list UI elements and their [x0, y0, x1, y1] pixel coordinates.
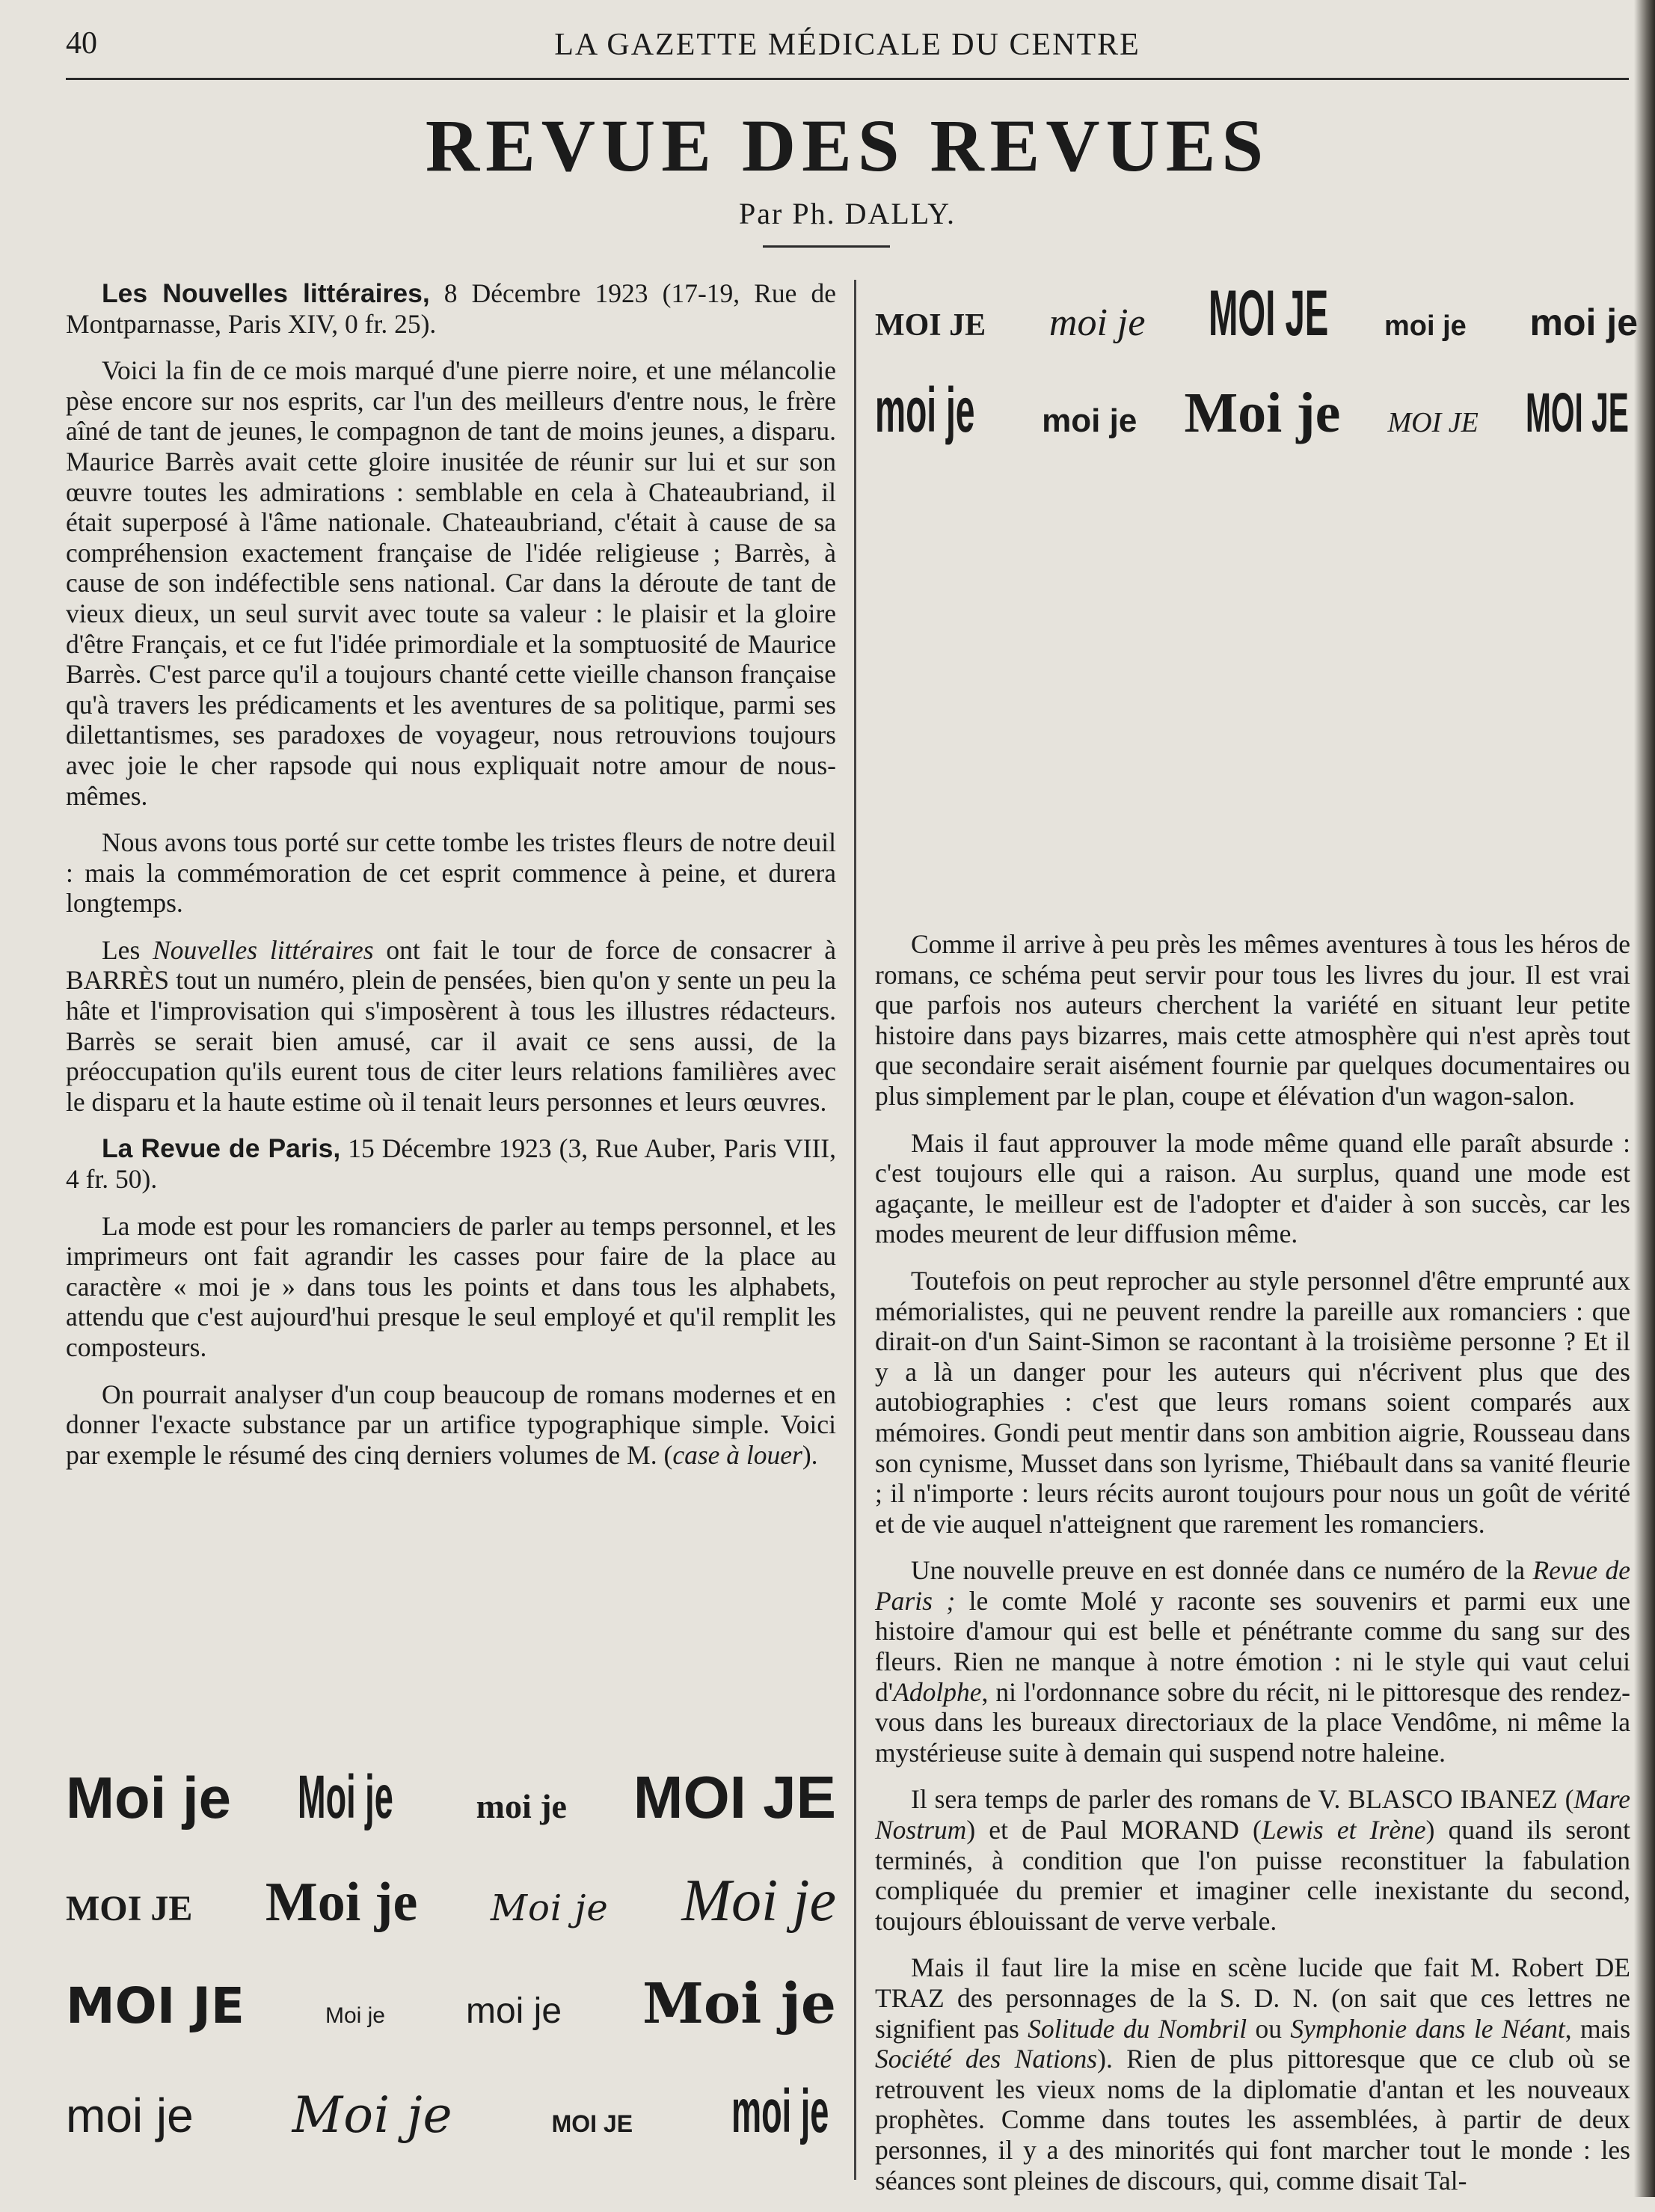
text-run: , ni l'ordonnance sobre du récit, ni le pittoresque des rendez-vous dans les bureaux directoriaux de la place Vendôme, ni même la mystérieuse suite à demain qui suspend notre haleine. [875, 1676, 1630, 1768]
article-title: REVUE DES REVUES [425, 104, 1270, 187]
typo-word: MOI JE [1387, 407, 1479, 438]
typo-word: Moi je [66, 1765, 232, 1830]
paragraph: Mais il faut approuver la mode même quand elle paraît absurde : c'est toujours elle qui a raison. Au surplus, quand une mode est agaçante, le meilleur est de l'adopter et d'aider à son succès, car les modes meurent de leur diffusion même. [875, 1127, 1630, 1249]
typo-word: MOI JE [1209, 278, 1329, 349]
paragraph [66, 935, 836, 1118]
typo-word: moi je [66, 2089, 194, 2142]
text-run: ). [802, 1439, 818, 1470]
typo-word: MOI JE [1525, 382, 1629, 444]
review-heading-revue-de-paris [66, 1133, 836, 1194]
review-details: 8 Décembre 1923 (17-19, Rue de Montparnasse, Paris XIV, 0 fr. 25). [66, 278, 836, 339]
text-run: ont fait le tour de force de consacrer à BARRÈS tout un numéro, plein de pensées, bien qu'on y sente un peu la hâte et l'improvisation qui s'imposèrent à tous les illustres rédacteurs. Barrès se serait bien amusé, car il avait ce sens aussi, de la préoccupation qu'ils eurent tous de citer leurs relations familières avec le disparu et la haute estime où il tenait leurs personnes et leurs œuvres. [66, 934, 837, 1117]
header-rule [66, 78, 1629, 80]
typo-word: MOI JE [66, 1977, 245, 2035]
typo-row [66, 1762, 836, 1860]
typo-word: moi je [875, 375, 975, 445]
text-run: Les [102, 934, 153, 965]
italic-text: Symphonie dans le Néant [1290, 2013, 1565, 2044]
text-run: Une nouvelle preuve en est donnée dans ce numéro de la [911, 1555, 1533, 1586]
typo-word: MOI JE [633, 1764, 836, 1830]
paragraph [875, 1952, 1630, 2196]
paragraph: La mode est pour les romanciers de parler au temps personnel, et les imprimeurs ont fait agrandir les casses pour faire de la place au caractère « moi je » dans tous les points et dans tous les alphabets, attendu que c'est aujourd'hui presque le seul employé et qu'il remplit les composteurs. [66, 1210, 836, 1362]
left-column [66, 278, 836, 1486]
typo-word: Moi je [642, 1972, 836, 2036]
italic-title: Adolphe [893, 1676, 982, 1707]
article-byline: Par Ph. DALLY. [739, 197, 956, 230]
text-run: Il sera temps de parler des romans de V. BLASCO IBANEZ ( [911, 1784, 1574, 1815]
typographic-sample-right-row-2 [875, 374, 1638, 471]
italic-title: Revue de Paris ; [875, 1555, 1630, 1616]
typographic-sample-right-row-1 [875, 277, 1638, 374]
text-run: le comte Molé y raconte ses souvenirs et parmi eux une histoire d'amour qui est belle et pénétrante comme du sang sur des fleurs. Rien ne manque à notre émotion : ni le style qui vaut celui d' [875, 1585, 1630, 1707]
paragraph: Voici la fin de ce mois marqué d'une pierre noire, et une mélancolie pèse encore sur nos esprits, car l'un des meilleurs d'entre nous, le frère aîné de tant de jeunes, le compagnon de tant de moins jeunes, a disparu. Maurice Barrès avait cette gloire inusitée de réunir sur lui et sur son œuvre toutes les admirations : semblable en cela à Chateaubriand, il était superposé à l'âme nationale. Chateaubriand, c'était à cause de sa compréhension exactement française de l'idée religieuse ; Barrès, à cause de son indéfectible sens national. Car dans la déroute de tant de vieux dieux, un seul survit avec toute sa valeur : le plaisir et la gloire d'être Français, et ce fut l'idée primordiale et la somptuosité de Maurice Barrès. C'est parce qu'il a toujours chanté cette vieille chanson française qu'à travers les prédicaments et les aventures de sa politique, parmi ses dilettantismes, ses paradoxes de voyageur, nous retrouvions toujours avec joie le cher rapsode qui nous expliquait notre amour de nous-mêmes. [66, 355, 836, 811]
text-run: , mais [1565, 2013, 1631, 2044]
typo-word: Moi je [490, 1887, 609, 1929]
paragraph [875, 1784, 1630, 1936]
text-run: Mais il faut lire la mise en scène lucide que fait M. Robert DE TRAZ des personnages de la S. D. N. (on sait que ces lettres ne signifient pas [875, 1952, 1630, 2044]
typo-word: Moi je [325, 2003, 385, 2028]
text-run: On pourrait analyser d'un coup beaucoup de romans modernes et en donner l'exacte substance par un artifice typographique simple. Voici par exemple le résumé des cinq derniers volumes de M. ( [66, 1379, 836, 1470]
paragraph: Comme il arrive à peu près les mêmes aventures à tous les héros de romans, ce schéma peut servir pour tous les livres du jour. Il est vrai que parfois nos auteurs cherchent la variété en situant leur petite histoire dans pays bizarres, mais cette atmosphère qui n'est après tout que secondaire serait aisément fournie par quelques documentaires ou plus simplement par le plan, coupe et élévation d'un wagon-salon. [875, 929, 1630, 1111]
typo-word: MOI JE [875, 308, 986, 343]
typo-word: MOI JE [551, 2110, 633, 2137]
typo-row [66, 2077, 836, 2174]
review-heading-nouvelles-litteraires [66, 278, 836, 339]
typographic-sample-left [66, 1762, 836, 2181]
typo-word: Moi je [297, 1763, 393, 1831]
italic-text: Solitude du Nombril [1028, 2013, 1247, 2044]
italic-title: Mare Nostrum [875, 1784, 1630, 1845]
text-run: ). Rien de plus pittoresque que ce club où se retrouvent les vieux noms de la diplomatie d'antan et les nouveaux prophètes. Comme dans toutes les assemblées, à partir de deux personnes, il y a des minorités qui font marcher tout le monde : les séances sont pleines de discours, qui, comme disait Tal- [875, 2044, 1630, 2196]
typo-word: Moi je [292, 2086, 453, 2144]
paragraph [66, 1379, 836, 1471]
text-run: ) et de Paul MORAND ( [966, 1815, 1262, 1845]
italic-title: Lewis et Irène [1261, 1815, 1426, 1845]
typo-word: moi je [465, 1991, 562, 2031]
typo-row [66, 1972, 836, 2069]
paragraph [875, 1555, 1630, 1768]
typo-word: moi je [1048, 301, 1146, 344]
typo-word: moi je [1042, 402, 1137, 439]
text-run: ou [1247, 2013, 1291, 2044]
typo-row [66, 1867, 836, 1964]
journal-title: LA GAZETTE MÉDICALE DU CENTRE [554, 28, 1140, 62]
right-column [875, 929, 1630, 2212]
page-number: 40 [66, 26, 97, 61]
typo-word: Moi je [265, 1872, 418, 1933]
paragraph: Toutefois on peut reprocher au style personnel d'être emprunté aux mémorialistes, qui ne peuvent rendre la pareille aux romanciers : que dirait-on d'un Saint-Simon se racontant à la troisième personne ? Et il y a là un danger pour les auteurs qui n'écrivent plus que des autobiographies : c'est que leurs romans soient comparés aux mémoires. Gondi peut mentir dans son ambition aigrie, Rousseau dans son cynisme, Musset dans son lyrisme, Thiébault dans sa vanité fleurie ; il n'importe : leurs récits auront toujours pour nous un goût de vérité et de vie auquel n'atteignent que rarement les romanciers. [875, 1265, 1630, 1539]
review-source: Les Nouvelles littéraires, [102, 278, 430, 308]
byline-rule [763, 245, 890, 248]
running-head [66, 25, 1629, 70]
italic-text: case à louer [672, 1439, 802, 1470]
italic-title: Nouvelles littéraires [153, 934, 374, 965]
typo-word: moi je [1384, 310, 1467, 342]
review-details: 15 Décembre 1923 (3, Rue Auber, Paris VIII, 4 fr. 50). [66, 1133, 836, 1195]
review-source: La Revue de Paris, [102, 1133, 341, 1164]
paragraph: Nous avons tous porté sur cette tombe les tristes fleurs de notre deuil : mais la commémoration de cet esprit commence à peine, et durera longtemps. [66, 827, 836, 919]
typo-word: moi je [1529, 301, 1638, 343]
column-divider [854, 280, 856, 2180]
typo-word: moi je [731, 2077, 829, 2145]
typo-word: MOI JE [66, 1889, 193, 1928]
typo-word: Moi je [681, 1868, 836, 1934]
text-run: ) quand ils seront terminés, à condition que l'on puisse reconstituer la fabulation compliquée du premier et imaginer celle inexistante du second, toujours éblouissant de verve verbale. [875, 1815, 1630, 1936]
italic-text: Société des Nations [875, 2044, 1098, 2074]
typo-word: moi je [476, 1787, 567, 1825]
typo-word: Moi je [1184, 382, 1341, 444]
